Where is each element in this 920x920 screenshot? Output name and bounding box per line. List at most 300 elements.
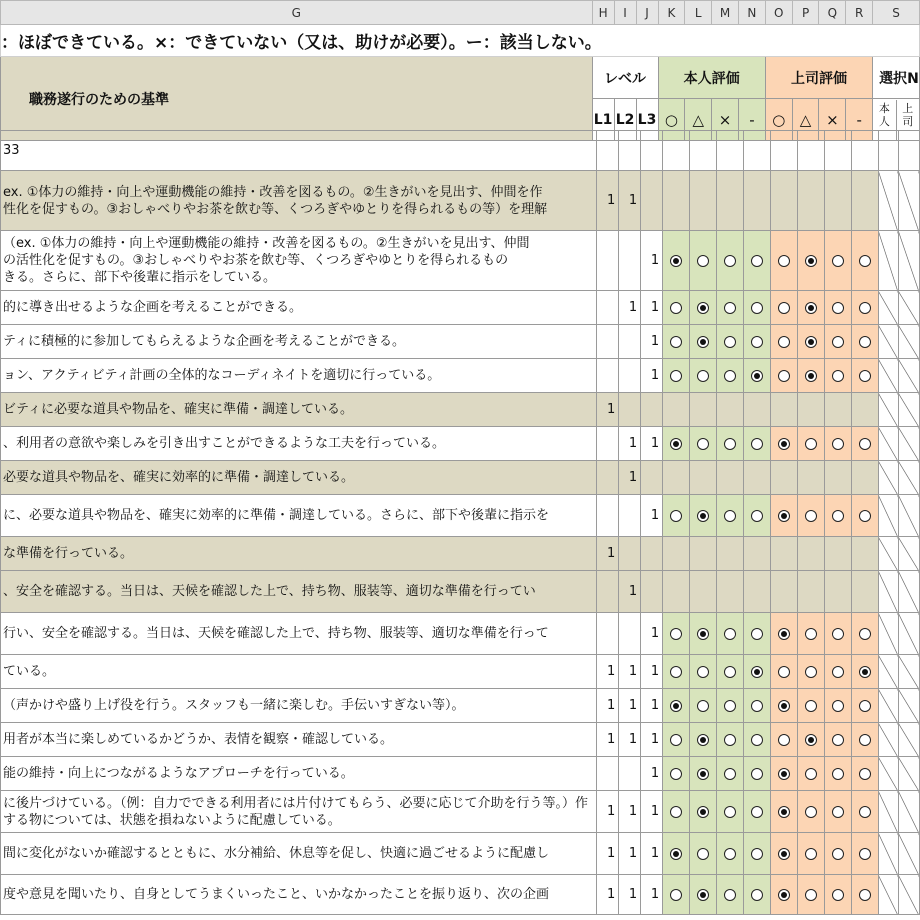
boss-eval-cell[interactable] bbox=[771, 757, 798, 791]
level-l3-cell[interactable]: 1 bbox=[641, 427, 663, 461]
select-boss-cell[interactable] bbox=[898, 461, 919, 495]
level-l1-cell[interactable]: 1 bbox=[597, 393, 619, 427]
column-header-m[interactable]: M bbox=[712, 1, 739, 25]
boss-eval-radio[interactable] bbox=[859, 889, 871, 901]
self-eval-cell[interactable] bbox=[663, 875, 690, 915]
level-l2-cell[interactable]: 1 bbox=[619, 689, 641, 723]
self-eval-cell[interactable] bbox=[717, 171, 744, 231]
self-eval-cell[interactable] bbox=[690, 231, 717, 291]
level-l1-cell[interactable]: 1 bbox=[597, 655, 619, 689]
self-eval-cell[interactable] bbox=[663, 655, 690, 689]
self-eval-radio[interactable] bbox=[670, 768, 682, 780]
level-header[interactable]: レベル bbox=[592, 57, 658, 99]
self-eval-radio[interactable] bbox=[670, 848, 682, 860]
boss-eval-cell[interactable] bbox=[825, 461, 852, 495]
self-eval-cell[interactable] bbox=[663, 689, 690, 723]
criteria-text[interactable]: （声かけや盛り上げ役を行う。スタッフも一緒に楽しむ。手伝いすぎない等）。 bbox=[1, 689, 597, 723]
self-eval-header[interactable]: 本人評価 bbox=[658, 57, 765, 99]
self-eval-radio[interactable] bbox=[724, 370, 736, 382]
self-eval-cell[interactable] bbox=[717, 875, 744, 915]
boss-eval-radio[interactable] bbox=[778, 255, 790, 267]
self-mark-ok[interactable]: ○ bbox=[658, 99, 685, 141]
boss-eval-cell[interactable] bbox=[851, 495, 878, 537]
level-l1-header[interactable]: L1 bbox=[592, 99, 614, 141]
select-self-cell[interactable] bbox=[878, 537, 898, 571]
level-l1-cell[interactable] bbox=[597, 613, 619, 655]
level-l3-header[interactable]: L3 bbox=[636, 99, 658, 141]
self-eval-radio[interactable] bbox=[751, 700, 763, 712]
boss-eval-cell[interactable] bbox=[798, 875, 825, 915]
boss-eval-cell[interactable] bbox=[771, 613, 798, 655]
self-eval-cell[interactable] bbox=[717, 689, 744, 723]
boss-eval-radio[interactable] bbox=[778, 700, 790, 712]
self-eval-radio[interactable] bbox=[670, 734, 682, 746]
boss-eval-cell[interactable] bbox=[771, 427, 798, 461]
self-eval-radio[interactable] bbox=[724, 700, 736, 712]
level-l2-cell[interactable] bbox=[619, 613, 641, 655]
select-boss-cell[interactable] bbox=[898, 571, 919, 613]
boss-eval-radio[interactable] bbox=[859, 510, 871, 522]
self-eval-radio[interactable] bbox=[697, 336, 709, 348]
boss-eval-header[interactable]: 上司評価 bbox=[765, 57, 872, 99]
level-l1-cell[interactable] bbox=[597, 571, 619, 613]
boss-eval-radio[interactable] bbox=[805, 370, 817, 382]
column-header-h[interactable]: H bbox=[592, 1, 614, 25]
boss-eval-radio[interactable] bbox=[805, 889, 817, 901]
boss-eval-radio[interactable] bbox=[805, 255, 817, 267]
boss-eval-radio[interactable] bbox=[778, 302, 790, 314]
select-self-cell[interactable] bbox=[878, 131, 898, 171]
legend-text[interactable]: ：ほぼできている。×：できていない（又は、助けが必要）。ー：該当しない。 bbox=[1, 25, 920, 57]
level-l1-cell[interactable] bbox=[597, 131, 619, 171]
criteria-text[interactable]: ex. ①体力の維持・向上や運動機能の維持・改善を図るもの。②生きがいを見出す、仲間を作 性化を促すもの。③おしゃべりやお茶を飲む等、くつろぎやゆとりを得られるもの等）を理解 bbox=[1, 171, 597, 231]
self-eval-radio[interactable] bbox=[724, 336, 736, 348]
column-header-n[interactable]: N bbox=[739, 1, 766, 25]
boss-eval-cell[interactable] bbox=[771, 571, 798, 613]
self-eval-cell[interactable] bbox=[663, 131, 690, 171]
self-eval-radio[interactable] bbox=[670, 510, 682, 522]
criteria-text[interactable]: 度や意見を聞いたり、自身としてうまくいったこと、いかなかったことを振り返り、次の企画 bbox=[1, 875, 597, 915]
self-eval-radio[interactable] bbox=[697, 666, 709, 678]
self-eval-radio[interactable] bbox=[697, 806, 709, 818]
self-eval-radio[interactable] bbox=[670, 302, 682, 314]
select-boss-cell[interactable] bbox=[898, 613, 919, 655]
boss-eval-radio[interactable] bbox=[805, 768, 817, 780]
boss-eval-cell[interactable] bbox=[825, 393, 852, 427]
boss-eval-radio[interactable] bbox=[859, 806, 871, 818]
boss-eval-radio[interactable] bbox=[859, 768, 871, 780]
self-eval-cell[interactable] bbox=[690, 171, 717, 231]
self-eval-radio[interactable] bbox=[697, 255, 709, 267]
boss-eval-radio[interactable] bbox=[859, 700, 871, 712]
boss-eval-cell[interactable] bbox=[771, 325, 798, 359]
boss-eval-cell[interactable] bbox=[825, 833, 852, 875]
boss-eval-cell[interactable] bbox=[825, 537, 852, 571]
boss-eval-cell[interactable] bbox=[825, 655, 852, 689]
criteria-text[interactable]: 用者が本当に楽しめているかどうか、表情を観察・確認している。 bbox=[1, 723, 597, 757]
select-self-cell[interactable] bbox=[878, 461, 898, 495]
level-l2-cell[interactable] bbox=[619, 537, 641, 571]
column-header-l[interactable]: L bbox=[685, 1, 712, 25]
boss-eval-radio[interactable] bbox=[832, 806, 844, 818]
self-eval-cell[interactable] bbox=[717, 131, 744, 171]
boss-eval-cell[interactable] bbox=[825, 427, 852, 461]
level-l2-cell[interactable]: 1 bbox=[619, 571, 641, 613]
self-eval-cell[interactable] bbox=[744, 613, 771, 655]
boss-eval-cell[interactable] bbox=[798, 537, 825, 571]
self-eval-cell[interactable] bbox=[663, 495, 690, 537]
level-l1-cell[interactable] bbox=[597, 427, 619, 461]
level-l1-cell[interactable] bbox=[597, 461, 619, 495]
self-eval-cell[interactable] bbox=[744, 171, 771, 231]
level-l2-cell[interactable]: 1 bbox=[619, 875, 641, 915]
level-l3-cell[interactable]: 1 bbox=[641, 495, 663, 537]
criteria-text[interactable]: 行い、安全を確認する。当日は、天候を確認した上で、持ち物、服装等、適切な準備を行って bbox=[1, 613, 597, 655]
self-eval-radio[interactable] bbox=[751, 510, 763, 522]
criteria-text[interactable]: （ex. ①体力の維持・向上や運動機能の維持・改善を図るもの。②生きがいを見出す、仲間 の活性化を促すもの。③おしゃべりやお茶を飲む等、くつろぎやゆとりを得られるもの きる。さらに、部下や後輩に指示をしている。 bbox=[1, 231, 597, 291]
self-eval-cell[interactable] bbox=[690, 613, 717, 655]
level-l3-cell[interactable] bbox=[641, 131, 663, 171]
self-eval-cell[interactable] bbox=[717, 723, 744, 757]
self-eval-cell[interactable] bbox=[744, 325, 771, 359]
boss-eval-cell[interactable] bbox=[825, 171, 852, 231]
boss-eval-cell[interactable] bbox=[798, 461, 825, 495]
column-header-g[interactable]: G bbox=[1, 1, 593, 25]
select-self-cell[interactable] bbox=[878, 791, 898, 833]
self-eval-cell[interactable] bbox=[663, 833, 690, 875]
self-eval-cell[interactable] bbox=[690, 791, 717, 833]
boss-eval-radio[interactable] bbox=[778, 510, 790, 522]
select-boss-cell[interactable] bbox=[898, 393, 919, 427]
boss-eval-radio[interactable] bbox=[805, 734, 817, 746]
boss-eval-cell[interactable] bbox=[771, 231, 798, 291]
boss-eval-cell[interactable] bbox=[771, 461, 798, 495]
boss-eval-radio[interactable] bbox=[832, 255, 844, 267]
self-eval-radio[interactable] bbox=[697, 370, 709, 382]
self-eval-cell[interactable] bbox=[744, 689, 771, 723]
level-l3-cell[interactable]: 1 bbox=[641, 689, 663, 723]
select-boss-cell[interactable] bbox=[898, 689, 919, 723]
self-eval-radio[interactable] bbox=[751, 806, 763, 818]
select-boss-cell[interactable] bbox=[898, 427, 919, 461]
boss-mark-partial[interactable]: △ bbox=[792, 99, 819, 141]
boss-eval-radio[interactable] bbox=[859, 370, 871, 382]
boss-eval-radio[interactable] bbox=[778, 768, 790, 780]
self-eval-cell[interactable] bbox=[690, 571, 717, 613]
criteria-text[interactable]: ョン、アクティビティ計画の全体的なコーディネイトを適切に行っている。 bbox=[1, 359, 597, 393]
criteria-text[interactable]: ビティに必要な道具や物品を、確実に準備・調達している。 bbox=[1, 393, 597, 427]
self-eval-cell[interactable] bbox=[663, 461, 690, 495]
self-eval-cell[interactable] bbox=[744, 393, 771, 427]
select-self-cell[interactable] bbox=[878, 427, 898, 461]
select-self-cell[interactable] bbox=[878, 359, 898, 393]
self-eval-cell[interactable] bbox=[690, 875, 717, 915]
select-self-cell[interactable] bbox=[878, 655, 898, 689]
self-eval-cell[interactable] bbox=[690, 655, 717, 689]
boss-eval-cell[interactable] bbox=[798, 833, 825, 875]
self-eval-radio[interactable] bbox=[724, 806, 736, 818]
select-self-cell[interactable] bbox=[878, 325, 898, 359]
self-eval-cell[interactable] bbox=[717, 613, 744, 655]
select-self-cell[interactable] bbox=[878, 757, 898, 791]
level-l1-cell[interactable]: 1 bbox=[597, 689, 619, 723]
select-boss-cell[interactable] bbox=[898, 131, 919, 171]
boss-eval-cell[interactable] bbox=[771, 875, 798, 915]
boss-eval-cell[interactable] bbox=[798, 291, 825, 325]
boss-eval-cell[interactable] bbox=[798, 757, 825, 791]
self-eval-cell[interactable] bbox=[717, 495, 744, 537]
criteria-text[interactable]: 33 bbox=[1, 131, 597, 171]
self-eval-radio[interactable] bbox=[670, 700, 682, 712]
level-l3-cell[interactable]: 1 bbox=[641, 757, 663, 791]
criteria-text[interactable]: 、利用者の意欲や楽しみを引き出すことができるような工夫を行っている。 bbox=[1, 427, 597, 461]
select-boss-cell[interactable] bbox=[898, 723, 919, 757]
self-eval-cell[interactable] bbox=[717, 325, 744, 359]
level-l1-cell[interactable] bbox=[597, 359, 619, 393]
boss-eval-radio[interactable] bbox=[778, 666, 790, 678]
level-l1-cell[interactable] bbox=[597, 291, 619, 325]
level-l3-cell[interactable] bbox=[641, 537, 663, 571]
select-boss-header[interactable]: 上 司 bbox=[902, 101, 914, 128]
boss-eval-radio[interactable] bbox=[859, 336, 871, 348]
column-header-p[interactable]: P bbox=[792, 1, 819, 25]
boss-eval-cell[interactable] bbox=[851, 325, 878, 359]
boss-eval-radio[interactable] bbox=[832, 438, 844, 450]
boss-eval-cell[interactable] bbox=[771, 791, 798, 833]
self-eval-cell[interactable] bbox=[717, 833, 744, 875]
self-eval-cell[interactable] bbox=[690, 325, 717, 359]
select-self-cell[interactable] bbox=[878, 723, 898, 757]
level-l2-cell[interactable] bbox=[619, 757, 641, 791]
self-eval-cell[interactable] bbox=[690, 757, 717, 791]
criteria-header[interactable]: 職務遂行のための基準 bbox=[1, 57, 593, 141]
boss-eval-cell[interactable] bbox=[798, 723, 825, 757]
self-eval-radio[interactable] bbox=[697, 848, 709, 860]
self-eval-radio[interactable] bbox=[751, 848, 763, 860]
self-eval-cell[interactable] bbox=[717, 757, 744, 791]
boss-eval-radio[interactable] bbox=[832, 510, 844, 522]
boss-eval-radio[interactable] bbox=[832, 889, 844, 901]
column-header-o[interactable]: O bbox=[765, 1, 792, 25]
self-eval-cell[interactable] bbox=[717, 359, 744, 393]
self-eval-cell[interactable] bbox=[690, 833, 717, 875]
self-eval-radio[interactable] bbox=[670, 370, 682, 382]
boss-eval-cell[interactable] bbox=[825, 571, 852, 613]
boss-eval-radio[interactable] bbox=[805, 438, 817, 450]
level-l2-cell[interactable]: 1 bbox=[619, 791, 641, 833]
criteria-text[interactable]: ている。 bbox=[1, 655, 597, 689]
self-eval-cell[interactable] bbox=[690, 131, 717, 171]
self-eval-radio[interactable] bbox=[751, 768, 763, 780]
level-l2-cell[interactable]: 1 bbox=[619, 171, 641, 231]
boss-eval-radio[interactable] bbox=[832, 302, 844, 314]
column-header-q[interactable]: Q bbox=[819, 1, 846, 25]
self-eval-radio[interactable] bbox=[751, 302, 763, 314]
self-eval-cell[interactable] bbox=[744, 131, 771, 171]
boss-eval-cell[interactable] bbox=[851, 875, 878, 915]
self-eval-cell[interactable] bbox=[717, 461, 744, 495]
boss-eval-cell[interactable] bbox=[771, 359, 798, 393]
criteria-text[interactable]: 、安全を確認する。当日は、天候を確認した上で、持ち物、服装等、適切な準備を行ってい bbox=[1, 571, 597, 613]
boss-eval-cell[interactable] bbox=[851, 833, 878, 875]
self-eval-cell[interactable] bbox=[663, 571, 690, 613]
select-boss-cell[interactable] bbox=[898, 495, 919, 537]
boss-eval-cell[interactable] bbox=[771, 393, 798, 427]
boss-eval-cell[interactable] bbox=[771, 131, 798, 171]
level-l3-cell[interactable]: 1 bbox=[641, 833, 663, 875]
self-eval-cell[interactable] bbox=[717, 791, 744, 833]
self-eval-radio[interactable] bbox=[724, 628, 736, 640]
boss-eval-cell[interactable] bbox=[825, 495, 852, 537]
self-eval-cell[interactable] bbox=[663, 791, 690, 833]
self-eval-cell[interactable] bbox=[663, 393, 690, 427]
boss-eval-cell[interactable] bbox=[798, 231, 825, 291]
level-l2-cell[interactable] bbox=[619, 325, 641, 359]
level-l1-cell[interactable]: 1 bbox=[597, 537, 619, 571]
level-l1-cell[interactable] bbox=[597, 231, 619, 291]
select-boss-cell[interactable] bbox=[898, 359, 919, 393]
self-eval-cell[interactable] bbox=[690, 291, 717, 325]
self-eval-cell[interactable] bbox=[690, 495, 717, 537]
boss-eval-cell[interactable] bbox=[851, 655, 878, 689]
select-boss-cell[interactable] bbox=[898, 757, 919, 791]
boss-eval-radio[interactable] bbox=[805, 510, 817, 522]
level-l3-cell[interactable] bbox=[641, 393, 663, 427]
boss-eval-cell[interactable] bbox=[825, 131, 852, 171]
boss-eval-radio[interactable] bbox=[778, 336, 790, 348]
self-eval-radio[interactable] bbox=[751, 734, 763, 746]
boss-mark-ng[interactable]: × bbox=[819, 99, 846, 141]
boss-eval-radio[interactable] bbox=[832, 370, 844, 382]
level-l3-cell[interactable] bbox=[641, 571, 663, 613]
boss-mark-ok[interactable]: ○ bbox=[765, 99, 792, 141]
boss-eval-cell[interactable] bbox=[771, 689, 798, 723]
boss-eval-cell[interactable] bbox=[851, 359, 878, 393]
boss-eval-radio[interactable] bbox=[859, 438, 871, 450]
self-eval-cell[interactable] bbox=[690, 427, 717, 461]
self-eval-cell[interactable] bbox=[744, 537, 771, 571]
boss-eval-cell[interactable] bbox=[851, 291, 878, 325]
boss-eval-cell[interactable] bbox=[798, 325, 825, 359]
boss-eval-radio[interactable] bbox=[805, 628, 817, 640]
self-eval-cell[interactable] bbox=[744, 291, 771, 325]
select-boss-cell[interactable] bbox=[898, 833, 919, 875]
boss-eval-radio[interactable] bbox=[832, 666, 844, 678]
self-eval-cell[interactable] bbox=[663, 325, 690, 359]
boss-eval-radio[interactable] bbox=[832, 768, 844, 780]
boss-eval-cell[interactable] bbox=[798, 131, 825, 171]
level-l2-cell[interactable] bbox=[619, 393, 641, 427]
self-eval-cell[interactable] bbox=[744, 757, 771, 791]
level-l3-cell[interactable]: 1 bbox=[641, 325, 663, 359]
boss-eval-cell[interactable] bbox=[771, 723, 798, 757]
self-eval-radio[interactable] bbox=[751, 438, 763, 450]
self-eval-radio[interactable] bbox=[724, 768, 736, 780]
boss-eval-cell[interactable] bbox=[825, 689, 852, 723]
self-eval-cell[interactable] bbox=[744, 655, 771, 689]
column-header-s[interactable]: S bbox=[873, 1, 920, 25]
self-eval-radio[interactable] bbox=[697, 734, 709, 746]
level-l3-cell[interactable]: 1 bbox=[641, 875, 663, 915]
level-l3-cell[interactable]: 1 bbox=[641, 231, 663, 291]
self-eval-cell[interactable] bbox=[663, 537, 690, 571]
boss-eval-cell[interactable] bbox=[798, 427, 825, 461]
self-eval-cell[interactable] bbox=[744, 427, 771, 461]
boss-eval-cell[interactable] bbox=[851, 757, 878, 791]
boss-eval-cell[interactable] bbox=[798, 359, 825, 393]
self-mark-partial[interactable]: △ bbox=[685, 99, 712, 141]
boss-eval-cell[interactable] bbox=[851, 393, 878, 427]
boss-eval-radio[interactable] bbox=[805, 700, 817, 712]
self-eval-cell[interactable] bbox=[663, 757, 690, 791]
level-l1-cell[interactable] bbox=[597, 495, 619, 537]
self-eval-cell[interactable] bbox=[744, 723, 771, 757]
self-eval-radio[interactable] bbox=[751, 628, 763, 640]
boss-eval-cell[interactable] bbox=[798, 655, 825, 689]
boss-eval-cell[interactable] bbox=[851, 689, 878, 723]
boss-eval-cell[interactable] bbox=[851, 171, 878, 231]
boss-eval-radio[interactable] bbox=[778, 889, 790, 901]
self-eval-radio[interactable] bbox=[724, 889, 736, 901]
self-eval-radio[interactable] bbox=[697, 438, 709, 450]
select-boss-cell[interactable] bbox=[898, 875, 919, 915]
select-self-cell[interactable] bbox=[878, 231, 898, 291]
boss-eval-radio[interactable] bbox=[859, 848, 871, 860]
boss-eval-radio[interactable] bbox=[832, 848, 844, 860]
boss-eval-cell[interactable] bbox=[851, 791, 878, 833]
self-mark-na[interactable]: - bbox=[739, 99, 766, 141]
self-eval-cell[interactable] bbox=[663, 171, 690, 231]
self-eval-cell[interactable] bbox=[744, 875, 771, 915]
self-eval-cell[interactable] bbox=[663, 291, 690, 325]
boss-eval-cell[interactable] bbox=[771, 833, 798, 875]
boss-eval-cell[interactable] bbox=[771, 291, 798, 325]
level-l3-cell[interactable]: 1 bbox=[641, 655, 663, 689]
select-self-cell[interactable] bbox=[878, 833, 898, 875]
select-self-cell[interactable] bbox=[878, 495, 898, 537]
boss-eval-radio[interactable] bbox=[778, 734, 790, 746]
self-eval-radio[interactable] bbox=[670, 628, 682, 640]
self-eval-cell[interactable] bbox=[690, 537, 717, 571]
self-eval-cell[interactable] bbox=[717, 231, 744, 291]
column-header-i[interactable]: I bbox=[614, 1, 636, 25]
boss-eval-radio[interactable] bbox=[778, 806, 790, 818]
level-l1-cell[interactable]: 1 bbox=[597, 791, 619, 833]
level-l1-cell[interactable] bbox=[597, 757, 619, 791]
level-l1-cell[interactable]: 1 bbox=[597, 875, 619, 915]
boss-eval-cell[interactable] bbox=[771, 537, 798, 571]
level-l2-cell[interactable]: 1 bbox=[619, 291, 641, 325]
self-mark-ng[interactable]: × bbox=[712, 99, 739, 141]
self-eval-radio[interactable] bbox=[751, 666, 763, 678]
select-boss-cell[interactable] bbox=[898, 291, 919, 325]
self-eval-radio[interactable] bbox=[724, 734, 736, 746]
level-l2-cell[interactable]: 1 bbox=[619, 723, 641, 757]
level-l3-cell[interactable]: 1 bbox=[641, 291, 663, 325]
select-self-cell[interactable] bbox=[878, 393, 898, 427]
boss-eval-radio[interactable] bbox=[859, 302, 871, 314]
boss-eval-radio[interactable] bbox=[805, 666, 817, 678]
level-l3-cell[interactable]: 1 bbox=[641, 791, 663, 833]
boss-eval-cell[interactable] bbox=[798, 571, 825, 613]
boss-eval-cell[interactable] bbox=[798, 495, 825, 537]
boss-eval-radio[interactable] bbox=[832, 700, 844, 712]
self-eval-radio[interactable] bbox=[751, 889, 763, 901]
self-eval-cell[interactable] bbox=[744, 231, 771, 291]
boss-eval-cell[interactable] bbox=[851, 131, 878, 171]
boss-eval-cell[interactable] bbox=[825, 723, 852, 757]
select-self-cell[interactable] bbox=[878, 613, 898, 655]
